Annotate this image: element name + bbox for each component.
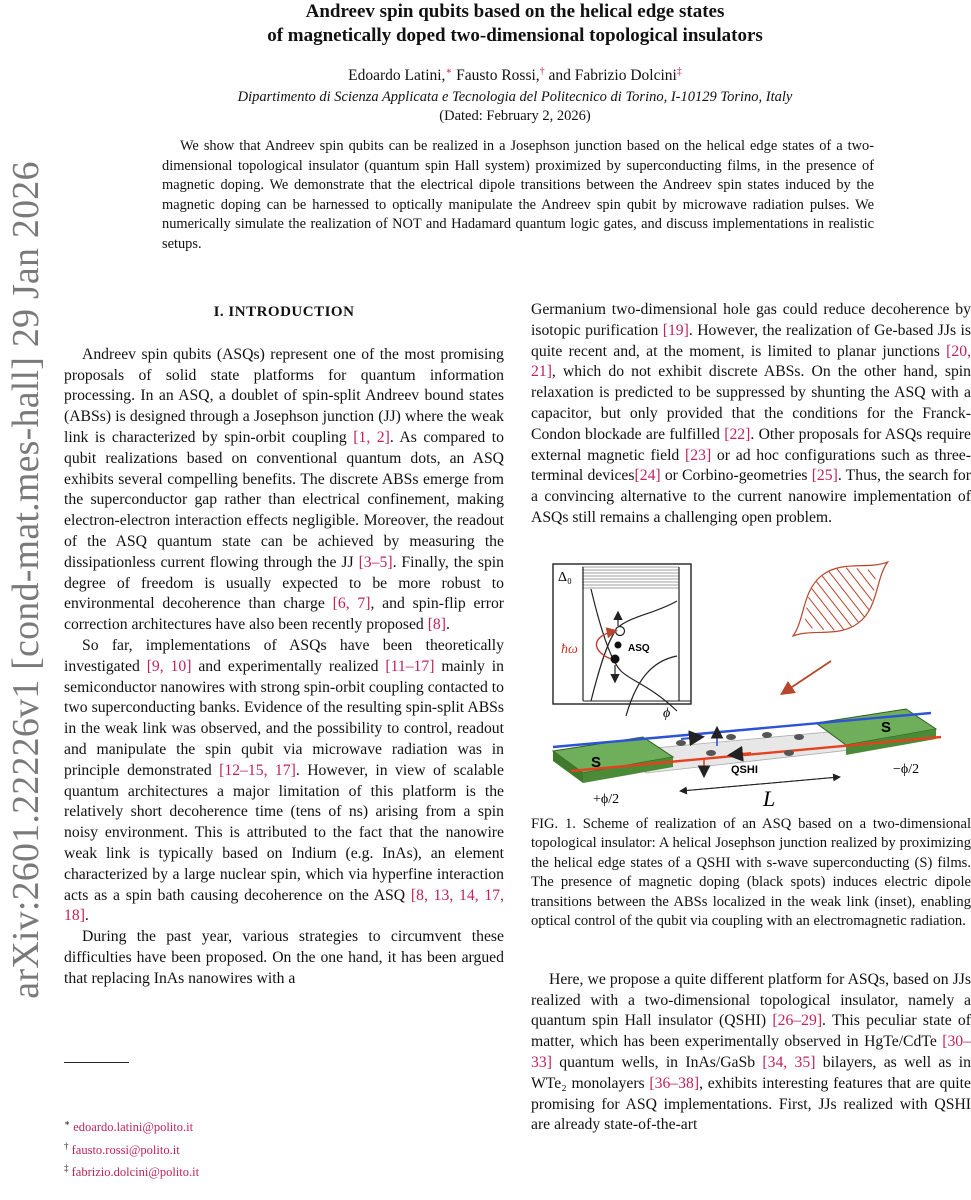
arxiv-stamp-margin [0,0,56,1200]
citation-link[interactable]: [8, 13, 14, 17, 18] [64,886,504,925]
footnote-3 [64,1159,364,1182]
citation-link[interactable]: [6, 7] [332,595,371,613]
inset-asq-label: ASQ [628,642,650,654]
length-arrow-left [681,777,839,791]
citation-link[interactable]: [3–5] [358,553,393,571]
s-left-label: S [591,753,602,771]
footnote-1-mark: ∗ [64,1118,71,1128]
citation-link[interactable]: [24] [634,467,661,485]
footnote-3-email[interactable]: fabrizio.dolcini@polito.it [71,1165,200,1180]
left-column [64,300,504,990]
asq-middle-state [615,641,622,648]
title-line-2: of magnetically doped two-dimensional topological insulators [267,25,763,46]
footnote-3-mark: ‡ [64,1163,69,1174]
citation-link[interactable]: [30–33] [531,1033,971,1071]
citation-link[interactable]: [22] [724,425,751,443]
footnote-2 [64,1137,364,1160]
footnote-1-email[interactable]: edoardo.latini@polito.it [73,1120,194,1135]
section-heading: I. INTRODUCTION [213,304,355,320]
inset-hw-label: ħω [561,641,578,657]
title-line-1: Andreev spin qubits based on the helical edge states [305,1,725,22]
citation-link[interactable]: [23] [685,446,712,464]
footnote-2-email[interactable]: fausto.rossi@polito.it [71,1142,180,1157]
intro-paragraph-3: During the past year, various strategies to circumvent these difficulties have been proposed. On the one hand, it has been argued that replacing InAs nanowires with a [64,928,504,987]
length-label: L [763,785,776,811]
intro-paragraph-1: Andreev spin qubits (ASQs) represent one of the most promising proposals of solid state platforms for quantum information processing. In an ASQ, a doublet of spin-split Andreev bound states (ABSs) is designed through a Josephson junction (JJ) where the weak link is characterized by spin-orbit coupling [1, 2]. As compared to qubit realizations based on conventional quantum dots, an ASQ exhibits several compelling benefits. The discrete ABSs emerge from the superconductor gap rather than electrical confinement, making electron-electron interaction effects negligible. Moreover, the readout of the ASQ quantum state can be achieved by measuring the dissipationless current flowing through the JJ [3–5]. Finally, the spin degree of freedom is usually expected to be more robust to environmental decoherence than charge [6, 7], and spin-flip error correction architectures have also been recently proposed [8]. [64,345,505,634]
citation-link[interactable]: [12–15, 17] [219,761,296,779]
microwave-pulse [775,541,907,660]
citation-link[interactable]: [26–29] [772,1012,823,1030]
phase-right-label: −ϕ/2 [893,761,920,777]
citation-link[interactable]: [9, 10] [146,657,192,675]
author-2: Fausto Rossi, [456,67,540,85]
footnote-2-mark: † [64,1140,69,1151]
intro-paragraph-2: So far, implementations of ASQs have been theoretically investigated [9, 10] and experimentally realized [11–17] mainly in semiconductor nanowires with strong spin-orbit coupling contacted to two superconducting banks. Evidence of the resulting spin-split ABSs in the weak link was observed, and the possibility to control, readout and manipulate the spin qubit via microwave radiation was in principle demonstrated [12–15, 17]. However, in view of scalable quantum architectures a major limitation of this platform is the relatively short decoherence time (tens of ns) arising from a spin noisy environment. This is attributed to the fact that the nanowire weak link is typically based on Indium (e.g. InAs), an element characterized by a large nuclear spin, which via hyperfine interaction acts as a spin bath causing decoherence on the ASQ [8, 13, 14, 17, 18]. [64,636,504,925]
asq-upper-state [616,626,625,635]
abstract: We show that Andreev spin qubits can be realized in a Josephson junction based on the helical edge states of a two-dimensional topological insulator (quantum spin Hall system) proximized by superconducting films, in the presence of magnetic doping. We demonstrate that the electrical dipole transitions between the Andreev spin states induced by the magnetic doping can be harnessed to optically manipulate the Andreev spin qubit by microwave radiation pulses. We numerically simulate the realization of NOT and Hadamard quantum logic gates, and discuss implementations in realistic setups. [162,138,874,252]
intro-paragraph-3-cont: Germanium two-dimensional hole gas could reduce decoherence by isotopic purification [19]. However, the realization of Ge-based JJs is quite recent and, at the moment, is limited to planar junctions [20, 21], which do not exhibit discrete ABSs. On the other hand, spin relaxation is predicted to be suppressed by shunting the ASQ with a capacitor, but only provided that the conditions for the Franck-Condon blockade are fulfilled [22]. Other proposals for ASQs require external magnetic field [23] or ad hoc configurations such as three-terminal devices[24] or Corbino-geometries [25]. Thus, the search for a convincing alternative to the current nanowire implementation of ASQs still remains a challenging open problem. [531,301,971,526]
citation-link[interactable]: [34, 35] [762,1053,816,1071]
figure-1 [531,541,971,811]
author-2-mark[interactable]: † [539,66,545,77]
author-3-mark[interactable]: ‡ [676,66,682,77]
inset-gap-label: Δ₀ [558,569,572,585]
citation-link[interactable]: [11–17] [385,657,435,675]
author-1: Edoardo Latini, [348,67,446,85]
affiliation: Dipartimento di Scienza Applicata e Tecnologia del Politecnico di Torino, I-10129 Torino, Italy [237,89,793,105]
citation-link[interactable]: [19] [662,321,689,339]
author-3: and Fabrizio Dolcini [548,67,677,85]
author-list [60,66,970,85]
footnote-rule [64,1062,129,1063]
citation-link[interactable]: [36–38] [649,1074,700,1092]
citation-link[interactable]: [8] [427,616,446,634]
right-column [531,300,971,1136]
qshi-label: QSHI [731,763,758,776]
author-1-mark[interactable]: ∗ [445,66,453,77]
arxiv-stamp: arXiv:2601.22226v1 [cond-mat.mes-hall] 29 Jan 2026 [5,161,47,999]
inset-phi-label: ϕ [663,705,671,721]
s-right-label: S [881,718,892,736]
asq-lower-state [611,654,620,663]
figure-1-caption: FIG. 1. Scheme of realization of an ASQ based on a two-dimensional topological insulator: A helical Josephson junction realized by proximizing the helical edge states of a QSHI with s-wave superconducting (S) films. The presence of magnetic doping (black spots) induces electric dipole transitions between the ABSs localized in the weak link (inset), enabling optical control of the qubit via coupling with an electromagnetic radiation. [531,815,971,930]
citation-link[interactable]: [20, 21] [531,342,971,381]
footnote-1 [64,1114,364,1137]
figure-1-drawing [531,541,971,811]
intro-paragraph-4: Here, we propose a quite different platform for ASQs, based on JJs realized with a two-dimensional topological insulator, namely a quantum spin Hall insulator (QSHI) [26–29]. This peculiar state of matter, which has been experimentally observed in HgTe/CdTe [30–33] quantum wells, in InAs/GaSb [34, 35] bilayers, as well as in WTe₂ monolayers [36–38], exhibits interesting features that are quite promising for ASQ implementations. First, JJs realized with QSHI are already state-of-the-art [531,970,971,1134]
phase-left-label: +ϕ/2 [593,791,620,807]
date-line: (Dated: February 2, 2026) [439,108,591,124]
paper-title [60,0,970,48]
footnotes [64,1114,364,1182]
radiation-arrow [783,661,831,693]
citation-link[interactable]: [1, 2] [353,428,390,446]
citation-link[interactable]: [25] [811,467,838,485]
